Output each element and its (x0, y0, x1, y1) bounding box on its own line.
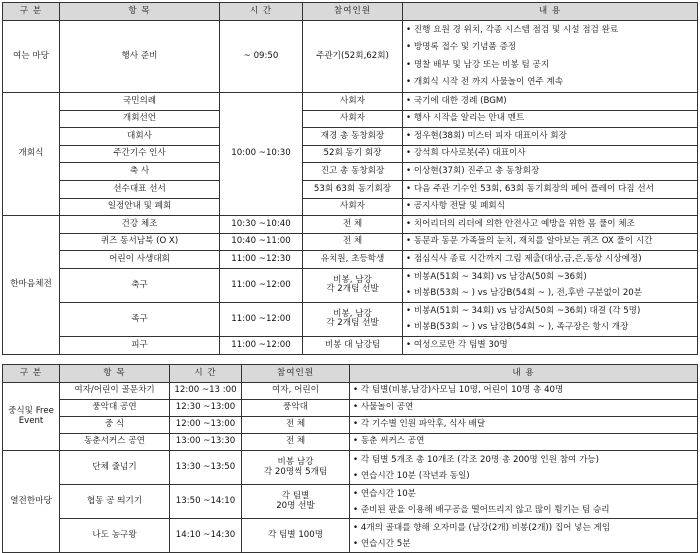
table-row (3, 485, 698, 519)
item-cell: 단체 줄넘기 (60, 451, 170, 485)
item-cell: 일정안내 및 폐회 (60, 198, 220, 216)
table-row (3, 180, 698, 198)
details-cell: • 동춘 써커스 공연 (350, 434, 698, 451)
category-cell: 개회식 (3, 93, 60, 216)
category-cell: 여는 마당 (3, 21, 60, 93)
item-cell: 행사 준비 (60, 21, 220, 93)
participants-cell: 52회 동기 회장 (303, 145, 403, 163)
detail-line: • 준비된 판을 이용해 배구공을 떨어뜨리지 않고 많이 튕기는 팀 승리 (353, 502, 694, 518)
table-row (3, 21, 698, 93)
table-row (3, 302, 698, 336)
details-cell (403, 268, 698, 302)
header-item: 항 목 (60, 365, 170, 383)
item-cell: 어린이 사생대회 (60, 251, 220, 269)
participants-cell: 각 팀별 20명 선발 (242, 485, 350, 519)
details-cell (403, 21, 698, 93)
details-cell (403, 302, 698, 336)
header-item: 항 목 (60, 3, 220, 21)
table-header (3, 365, 698, 383)
details-cell (350, 519, 698, 553)
item-cell: 선수대표 선서 (60, 180, 220, 198)
detail-line: • 비봉A(51회 ~ 34회) vs 남강A(50회 ~36회) 대결 (각 5명) (406, 303, 694, 319)
detail-line: • 연습시간 10분 (작년과 동일) (353, 468, 694, 484)
detail-line: • 명찰 배부 및 남강 또는 비봉 팀 공지 (406, 57, 694, 75)
details-cell: • 이상현(37회) 진주고 총 동창회장 (403, 163, 698, 181)
time-cell: 10:40 ~11:00 (220, 233, 303, 251)
details-cell: • 행사 시작을 알리는 안내 멘트 (403, 110, 698, 128)
category-cell: 한마음체전 (3, 216, 60, 354)
table-row (3, 128, 698, 146)
participants-cell: 사회자 (303, 93, 403, 111)
details-cell: • 동문과 동문 가족들의 눈치, 재치를 알아보는 퀴즈 OX 풀이 시간 (403, 233, 698, 251)
table-row (3, 110, 698, 128)
details-cell: • 국기에 대한 경례 (BGM) (403, 93, 698, 111)
details-cell: • 점심식사 종료 시간까지 그림 제출(대상,금,은,동상 시상예정) (403, 251, 698, 269)
header-details: 내 용 (403, 3, 698, 21)
header-time: 시 간 (170, 365, 242, 383)
participants-cell: 전 체 (242, 434, 350, 451)
item-cell: 축구 (60, 268, 220, 302)
time-cell: 10:30 ~10:40 (220, 216, 303, 234)
details-cell: • 여성으로만 각 팀별 30명 (403, 336, 698, 354)
details-cell: • 각 팀별(비봉,남강)사모님 10명, 어린이 10명 총 40명 (350, 383, 698, 400)
details-cell: • 사물놀이 공연 (350, 400, 698, 417)
category-cell: 열전한마당 (3, 451, 60, 553)
time-cell: 12:00 ~13:00 (170, 417, 242, 434)
details-cell: • 강석희 다사로봇(주) 대표이사 (403, 145, 698, 163)
table-row (3, 451, 698, 485)
item-cell: 대회사 (60, 128, 220, 146)
item-cell: 건강 체조 (60, 216, 220, 234)
participants-cell: 주관기(52회,62회) (303, 21, 403, 93)
detail-line: • 4개의 골대를 향해 오자미를 (남강(2개) 비봉(2개)) 집어 넣는 게임 (353, 520, 694, 536)
table-row (3, 519, 698, 553)
time-cell: 11:00 ~12:00 (220, 268, 303, 302)
participants-cell: 풍악대 (242, 400, 350, 417)
time-cell: 10:00 ~10:30 (220, 93, 303, 216)
table-row (3, 233, 698, 251)
time-cell: ~ 09:50 (220, 21, 303, 93)
table-row (3, 417, 698, 434)
item-cell: 축 사 (60, 163, 220, 181)
participants-cell: 사회자 (303, 110, 403, 128)
table-header (3, 3, 698, 21)
detail-line: • 방명록 접수 및 기념품 증정 (406, 39, 694, 57)
participants-cell: 진고 총 동창회장 (303, 163, 403, 181)
details-cell: • 각 기수별 인원 파악후, 식사 배달 (350, 417, 698, 434)
item-cell: 개회선언 (60, 110, 220, 128)
item-cell: 중 식 (60, 417, 170, 434)
item-cell: 국민의례 (60, 93, 220, 111)
participants-cell: 전 체 (303, 216, 403, 234)
header-details: 내 용 (350, 365, 698, 383)
table-row (3, 383, 698, 400)
participants-cell: 비봉, 남강 각 2개팀 선발 (303, 302, 403, 336)
table-row (3, 198, 698, 216)
item-cell: 족구 (60, 302, 220, 336)
time-cell: 12:00 ~13 :00 (170, 383, 242, 400)
details-cell (350, 451, 698, 485)
detail-line: • 개회식 시작 전 까지 사물놀이 연주 계속 (406, 74, 694, 92)
time-cell: 12:30 ~13:00 (170, 400, 242, 417)
table-row (3, 216, 698, 234)
item-cell: 동춘서커스 공연 (60, 434, 170, 451)
participants-cell: 유치원, 초등학생 (303, 251, 403, 269)
details-cell: • 치어리더의 리더에 의한 안전사고 예방을 위한 몸 풀이 체조 (403, 216, 698, 234)
participants-cell: 전 체 (303, 233, 403, 251)
detail-line: • 진행 요원 경 위치, 각종 시스템 점검 및 시설 점검 완료 (406, 22, 694, 40)
detail-line: • 비봉B(53회 ~ ) vs 남강B(54회 ~ ), 족구장은 항시 개장 (406, 319, 694, 335)
header-category: 구 분 (3, 365, 60, 383)
item-cell: 퀴즈 동서남북 (O X) (60, 233, 220, 251)
table-row (3, 336, 698, 354)
item-cell: 여자/어린이 골문차기 (60, 383, 170, 400)
table-row (3, 145, 698, 163)
time-cell: 11:00 ~12:00 (220, 302, 303, 336)
details-cell: • 다음 주관 기수인 53회, 63회 동기회장의 페어 플레이 다짐 선서 (403, 180, 698, 198)
time-cell: 11:00 ~12:30 (220, 251, 303, 269)
participants-cell: 비봉 대 남강팀 (303, 336, 403, 354)
participants-cell: 재경 총 동창회장 (303, 128, 403, 146)
participants-cell: 전 체 (242, 417, 350, 434)
detail-line: • 각 팀별 5개조 총 10개조 (각조 20명 총 200명 인원 참여 가능) (353, 452, 694, 468)
header-category: 구 분 (3, 3, 60, 21)
header-participants: 참여인원 (303, 3, 403, 21)
item-cell: 풍악대 공연 (60, 400, 170, 417)
header-participants: 참여인원 (242, 365, 350, 383)
schedule-table-2 (2, 364, 698, 553)
details-cell: • 정우현(38회) 미스터 피자 대표이사 회장 (403, 128, 698, 146)
participants-cell: 여자, 어린이 (242, 383, 350, 400)
item-cell: 주간기수 인사 (60, 145, 220, 163)
time-cell: 13:50 ~14:10 (170, 485, 242, 519)
item-cell: 나도 농구왕 (60, 519, 170, 553)
detail-line: • 비봉B(53회 ~ ) vs 남강B(54회 ~ ), 전,후반 구분없이 20분 (406, 285, 694, 301)
item-cell: 피구 (60, 336, 220, 354)
detail-line: • 연습시간 5분 (353, 536, 694, 552)
detail-line: • 연습시간 10분 (353, 486, 694, 502)
participants-cell: 비봉, 남강 각 2개팀 선발 (303, 268, 403, 302)
details-cell: • 공지사항 전달 및 폐회식 (403, 198, 698, 216)
participants-cell: 53회 63회 동기회장 (303, 180, 403, 198)
schedule-table-1 (2, 2, 698, 355)
participants-cell: 각 팀별 100명 (242, 519, 350, 553)
header-time: 시 간 (220, 3, 303, 21)
table-row (3, 163, 698, 181)
table-row (3, 434, 698, 451)
detail-line: • 비봉A(51회 ~ 34회) vs 남강A(50회 ~36회) (406, 269, 694, 285)
category-cell: 중식및 Free Event (3, 383, 60, 451)
item-cell: 협동 공 띄기기 (60, 485, 170, 519)
details-cell (350, 485, 698, 519)
time-cell: 11:00 ~12:00 (220, 336, 303, 354)
participants-cell: 비봉 남강 각 20명씩 5개팀 (242, 451, 350, 485)
table-row (3, 400, 698, 417)
time-cell: 13:00 ~13:30 (170, 434, 242, 451)
time-cell: 14:10 ~14:30 (170, 519, 242, 553)
participants-cell: 사회자 (303, 198, 403, 216)
table-row (3, 93, 698, 111)
table-row (3, 268, 698, 302)
time-cell: 13:30 ~13:50 (170, 451, 242, 485)
table-row (3, 251, 698, 269)
